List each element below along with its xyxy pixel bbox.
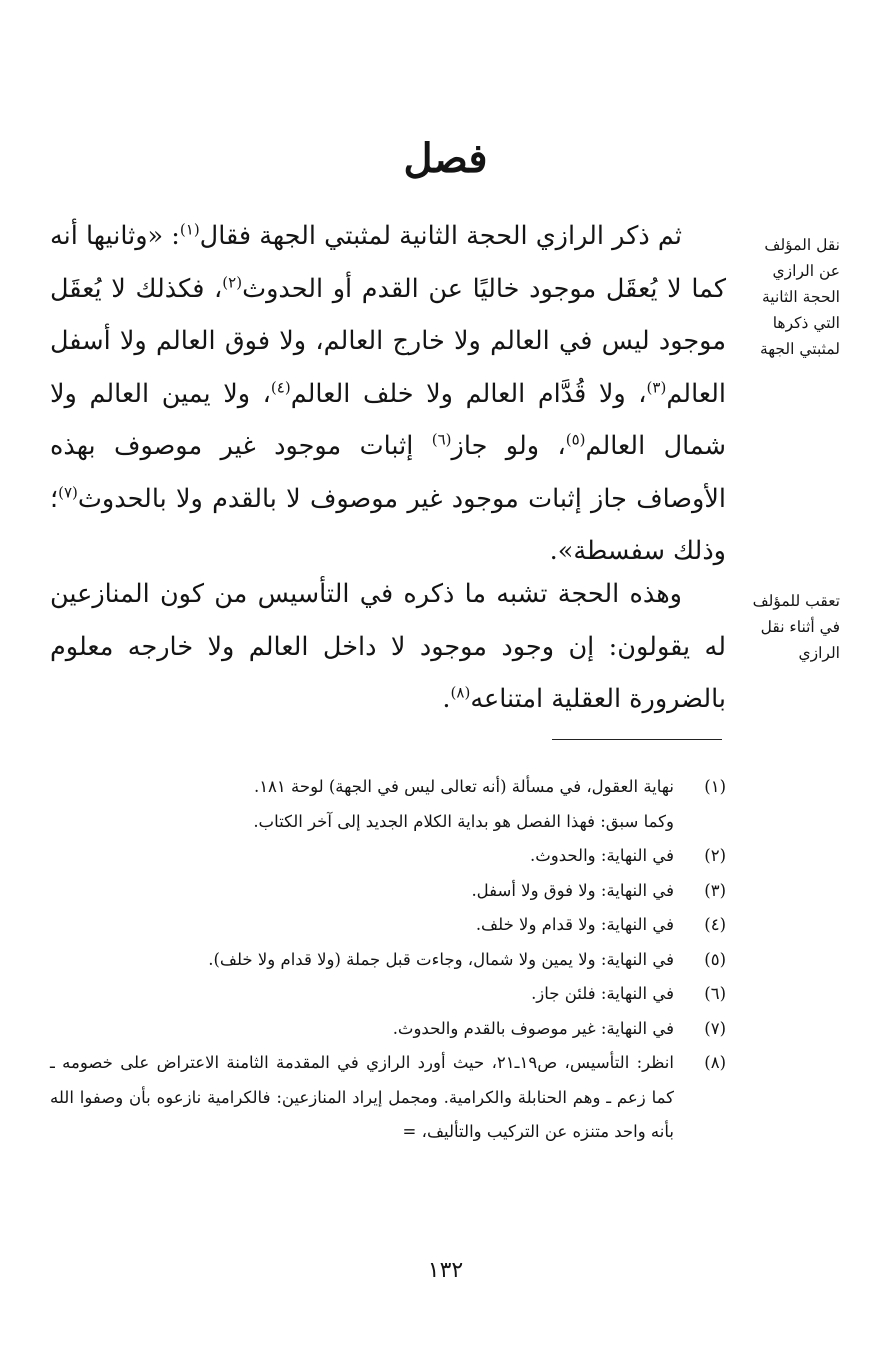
footnote-3 <box>50 874 726 909</box>
footnote-ref: (١) <box>179 220 200 239</box>
footnote-number: (٣) <box>704 880 726 900</box>
footnote-7 <box>50 1012 726 1047</box>
footnote-number: (٨) <box>704 1053 726 1072</box>
chapter-title: فصل <box>403 135 488 182</box>
footnote-ref: (٥) <box>565 430 586 449</box>
footnote-line: في النهاية: غير موصوف بالقدم والحدوث. <box>392 1018 674 1038</box>
footnote-line: انظر: التأسيس، ص١٩ـ٢١، حيث أورد الرازي في المقدمة الثامنة الاعتراض على خصومه ـ كما زعم ـ وهم الحنابلة والكرامية. ومجمل إيراد المنازعين: فالكرامية نازعوه بأن وصفوا الله بأنه واحد متنزه عن التركيب والتأليف، = <box>50 1053 674 1141</box>
footnote-separator <box>552 739 722 740</box>
side-note-2: تعقب للمؤلف في أثناء نقل الرازي <box>752 592 840 662</box>
side-note-1: نقل المؤلف عن الرازي الحجة الثانية التي ذكرها لمثبتي الجهة <box>759 236 840 358</box>
footnote-ref: (٦) <box>431 430 452 449</box>
page-number: ١٣٢ <box>427 1258 464 1283</box>
footnote-number: (٥) <box>704 949 726 969</box>
footnote-ref: (٢) <box>222 273 243 291</box>
footnote-8 <box>50 1046 726 1150</box>
footnote-4 <box>50 908 726 943</box>
footnote-ref: (٤) <box>270 378 291 396</box>
footnote-number: (١) <box>704 777 726 796</box>
footnote-1 <box>50 770 726 839</box>
footnote-ref: (٣) <box>646 378 667 396</box>
footnote-line: في النهاية: فلئن جاز. <box>531 984 674 1003</box>
main-paragraph-1 <box>50 210 726 578</box>
footnote-line: في النهاية: والحدوث. <box>530 846 674 865</box>
main-paragraph-2 <box>50 568 726 726</box>
footnote-line: وكما سبق: فهذا الفصل هو بداية الكلام الجديد إلى آخر الكتاب. <box>253 811 674 831</box>
footnote-line: في النهاية: ولا فوق ولا أسفل. <box>471 880 674 900</box>
footnote-number: (٧) <box>704 1018 726 1038</box>
footnote-ref: (٧) <box>58 483 78 501</box>
paragraph-2-text: وهذه الحجة تشبه ما ذكره في التأسيس من كون المنازعين له يقولون: إن وجود موجود لا داخل العالم ولا خارجه معلوم بالضرورة العقلية امتناعه$^{(٨)}$. <box>50 579 726 714</box>
footnote-line: في النهاية: ولا يمين ولا شمال، وجاءت قبل جملة (ولا قدام ولا خلف). <box>208 949 674 969</box>
footnote-6 <box>50 977 726 1012</box>
footnote-number: (٢) <box>704 846 726 865</box>
footnotes <box>50 770 726 1150</box>
footnote-2 <box>50 839 726 874</box>
footnote-number: (٦) <box>704 984 726 1003</box>
footnote-line: في النهاية: ولا قدام ولا خلف. <box>475 915 674 934</box>
paragraph-1-text: ثم ذكر الرازي الحجة الثانية لمثبتي الجهة فقال$^{(١)}$: «وثانيها أنه كما لا يُعقَل موجود خاليًا عن القدم أو الحدوث$^{(٢)}$، فكذلك لا يُعقَل موجود ليس في العالم ولا خارج العالم، ولا فوق العالم ولا أسفل العالم$^{(٣)}$، ولا قُدَّام العالم ولا خلف العالم$^{(٤)}$، ولا يمين العالم ولا شمال العالم$^{(٥)}$، ولو جاز$^{(٦)}$ إثبات موجود غير موصوف بهذه الأوصاف جاز إثبات موجود غير موصوف لا بالقدم ولا بالحدوث$^{(٧)}$؛ وذلك سفسطة». <box>50 220 727 566</box>
footnote-5 <box>50 943 726 978</box>
footnote-ref: (٨) <box>450 683 471 702</box>
footnote-number: (٤) <box>704 915 726 934</box>
footnote-line: نهاية العقول، في مسألة (أنه تعالى ليس في الجهة) لوحة ١٨١. <box>253 777 674 796</box>
